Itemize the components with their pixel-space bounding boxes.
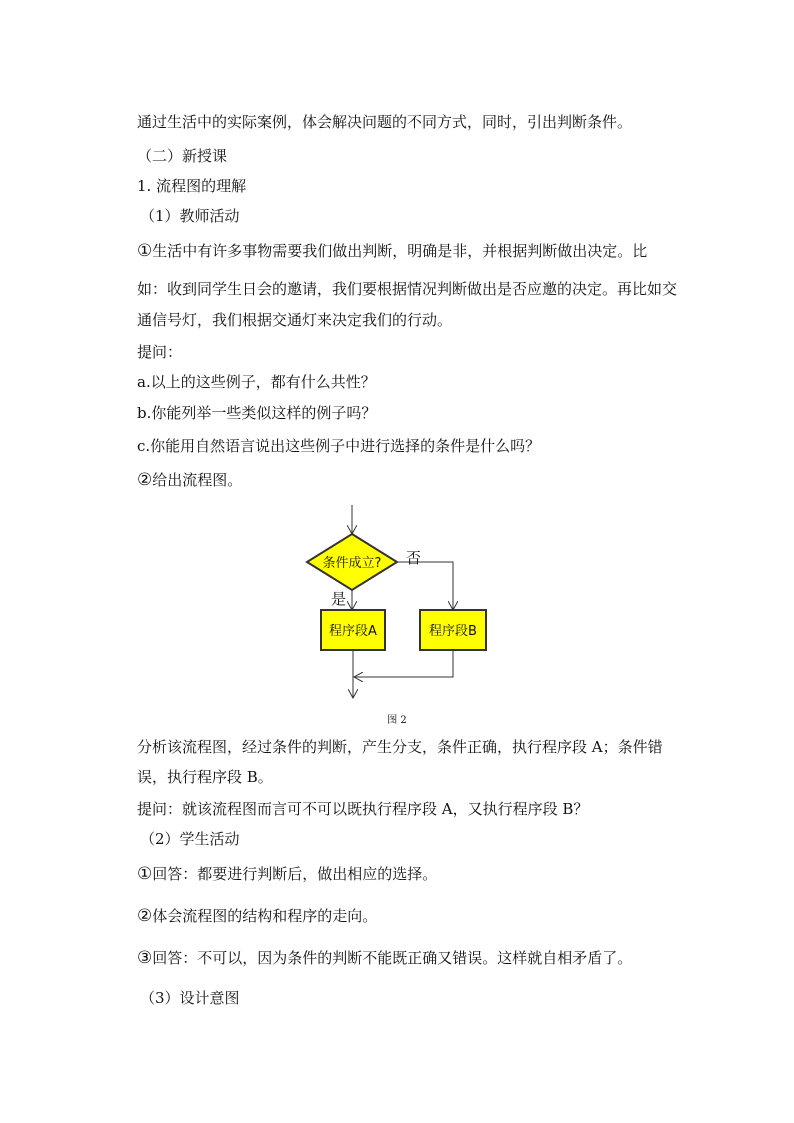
answer2-text: 体会流程图的结构和程序的走向。 xyxy=(152,907,378,925)
no-branch-line xyxy=(397,562,453,610)
answer1-marker: ① xyxy=(137,864,153,884)
question-b: b.你能列举一些类似这样的例子吗？ xyxy=(137,404,377,422)
block-b-merge-line xyxy=(354,650,453,677)
section-heading-new-lesson: （二）新授课 xyxy=(137,147,228,165)
item2-marker: ② xyxy=(137,470,153,490)
block-b-label: 程序段B xyxy=(429,624,477,639)
question-a: a.以上的这些例子，都有什么共性？ xyxy=(137,373,376,391)
answer1-text: 回答：都要进行判断后，做出相应的选择。 xyxy=(152,865,438,883)
question-c: c.你能用自然语言说出这些例子中进行选择的条件是什么吗？ xyxy=(137,437,541,455)
block-a-label: 程序段A xyxy=(329,624,377,639)
item1-line3: 通信号灯，我们根据交通灯来决定我们的行动。 xyxy=(137,311,453,329)
question-label: 提问： xyxy=(137,343,183,361)
item1-line2: 如：收到同学生日会的邀请，我们要根据情况判断做出是否应邀的决定。再比如交 xyxy=(137,280,678,298)
answer3-text: 回答：不可以，因为条件的判断不能既正确又错误。这样就自相矛盾了。 xyxy=(152,949,633,967)
answer1 xyxy=(137,864,437,884)
subheading-student-activity: （2）学生活动 xyxy=(140,830,240,848)
subheading-design-intent: （3）设计意图 xyxy=(140,989,240,1007)
analysis-line2: 误，执行程序段 B。 xyxy=(137,768,273,786)
answer3-marker: ③ xyxy=(137,948,153,968)
condition-text: 条件成立? xyxy=(322,556,382,571)
item1-marker: ① xyxy=(137,241,153,261)
answer3 xyxy=(137,948,632,968)
answer2-marker: ② xyxy=(137,906,153,926)
item2-text: 给出流程图。 xyxy=(152,471,243,489)
item1-line1-text: 生活中有许多事物需要我们做出判断，明确是非，并根据判断做出决定。比 xyxy=(152,242,648,260)
heading-flowchart-understanding: 1. 流程图的理解 xyxy=(137,177,247,195)
no-label: 否 xyxy=(406,549,422,567)
figure-caption: 图 2 xyxy=(387,715,407,726)
intro-paragraph: 通过生活中的实际案例，体会解决问题的不同方式，同时，引出判断条件。 xyxy=(137,113,633,131)
answer2 xyxy=(137,906,377,926)
analysis-line1: 分析该流程图，经过条件的判断，产生分支，条件正确，执行程序段 A；条件错 xyxy=(137,738,663,756)
question2: 提问：就该流程图而言可不可以既执行程序段 A，又执行程序段 B？ xyxy=(137,800,589,818)
yes-label: 是 xyxy=(331,590,347,608)
subheading-teacher-activity: （1）教师活动 xyxy=(140,207,240,225)
